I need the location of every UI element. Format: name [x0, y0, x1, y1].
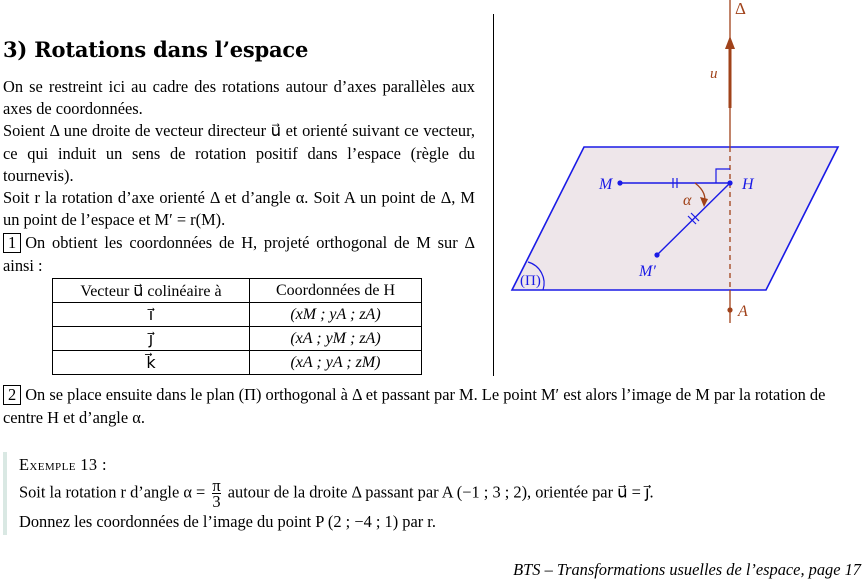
table-cell-coords: (xA ; yA ; zM) [250, 351, 422, 375]
example-line-1-start: Soit la rotation r d’angle α = [19, 482, 206, 502]
table-cell-coords: (xA ; yM ; zA) [250, 327, 422, 351]
intro-text-2: Soient Δ une droite de vecteur directeur u⃗ et orienté suivant ce vecteur, ce qui induit un sens de rotation positif dans l’espace (règle du tournevis). [3, 121, 475, 185]
example-title: Exemple 13 : [19, 455, 107, 474]
example-line-1 [19, 478, 863, 509]
rotation-figure [500, 0, 863, 380]
point-Mprime [654, 252, 659, 257]
plane-pi [512, 147, 838, 290]
column-divider [493, 14, 494, 376]
label-A: A [738, 303, 748, 320]
section-title: 3) Rotations dans l’espace [3, 37, 309, 62]
step-2-number: 2 [3, 385, 21, 405]
table-cell-coords: (xM ; yA ; zA) [250, 303, 422, 327]
fraction-denominator: 3 [212, 492, 221, 511]
table-header-coords: Coordonnées de H [250, 279, 422, 303]
table-cell-vector: j⃗ [53, 327, 250, 351]
intro-paragraph [3, 76, 475, 277]
table-cell-vector: i⃗ [53, 303, 250, 327]
intro-text-3: Soit r la rotation d’axe orienté Δ et d’angle α. Soit A un point de Δ, M un point de l’espace et M′ = r(M). [3, 188, 475, 230]
step-1 [3, 232, 475, 276]
label-H: H [742, 176, 754, 193]
step-2-text: On se place ensuite dans le plan (Π) orthogonal à Δ et passant par M. Le point M′ est alors l’image de M par la rotation de centre H et d’angle α. [3, 385, 826, 427]
label-M: M [599, 176, 613, 193]
label-delta: Δ [735, 0, 746, 18]
step-1-number: 1 [3, 233, 21, 253]
step-2 [3, 384, 863, 429]
label-pi: (Π) [520, 273, 541, 289]
table-row [53, 327, 422, 351]
table-row [53, 351, 422, 375]
vector-u-arrowhead [725, 36, 735, 49]
example-line-2: Donnez les coordonnées de l’image du point P (2 ; −4 ; 1) par r. [19, 512, 436, 531]
table-row [53, 303, 422, 327]
table-header-vector: Vecteur u⃗ colinéaire à [53, 279, 250, 303]
example-block [3, 452, 863, 535]
page-footer: BTS – Transformations usuelles de l’espace, page 17 [513, 560, 861, 579]
table-header-row [53, 279, 422, 303]
fraction-pi-over-3 [212, 478, 220, 509]
point-A [727, 307, 732, 312]
step-1-text: On obtient les coordonnées de H, projeté orthogonal de M sur Δ ainsi : [3, 233, 475, 275]
table-cell-vector: k⃗ [53, 351, 250, 375]
intro-text-1: On se restreint ici au cadre des rotations autour d’axes parallèles aux axes de coordonnées. [3, 77, 475, 119]
coordinates-table [52, 278, 422, 375]
label-u: u⃗ [710, 66, 730, 82]
point-M [617, 180, 622, 185]
point-H [727, 180, 732, 185]
fraction-numerator: π [212, 476, 221, 495]
example-line-1-end: autour de la droite Δ passant par A (−1 ; 3 ; 2), orientée par u⃗ = j⃗. [227, 482, 654, 502]
label-Mprime: M′ [639, 263, 656, 280]
label-alpha: α [683, 192, 692, 209]
